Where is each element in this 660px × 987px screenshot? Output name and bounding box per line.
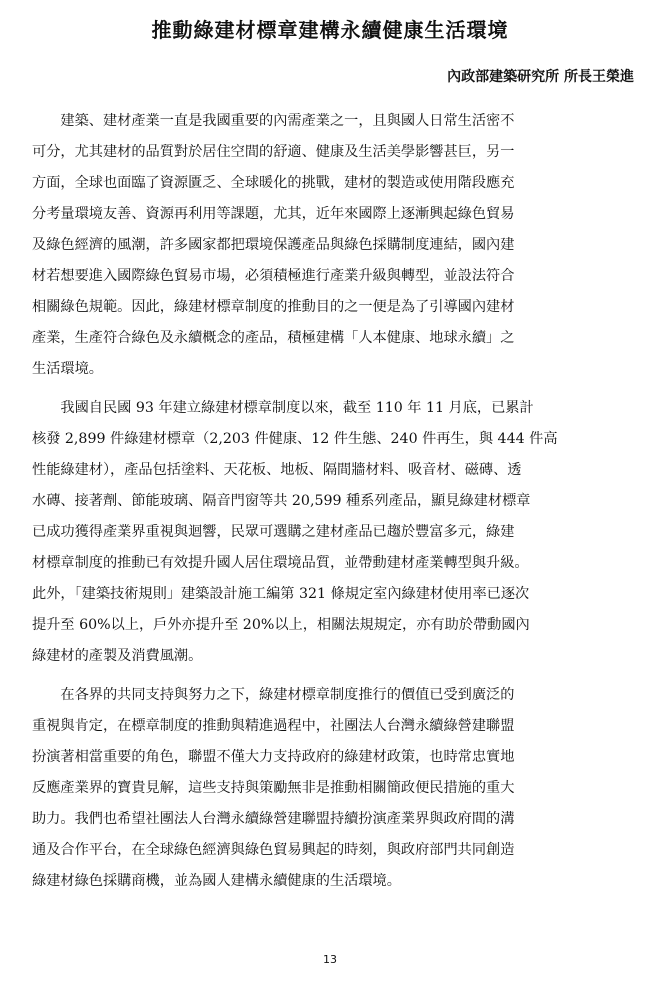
text-line: 提升至 60%以上，戶外亦提升至 20%以上，相關法規規定，亦有助於帶動國內 — [32, 617, 530, 633]
text-line: 性能綠建材），產品包括塗料、天花板、地板、隔間牆材料、吸音材、磁磚、透 — [32, 462, 522, 478]
text-line: 分考量環境友善、資源再利用等課題，尤其，近年來國際上逐漸興起綠色貿易 — [32, 206, 515, 222]
paragraph-3 — [32, 680, 636, 897]
text-line: 扮演著相當重要的角色，聯盟不僅大力支持政府的綠建材政策，也時常忠實地 — [32, 749, 515, 765]
text-line: 材若想要進入國際綠色貿易市場，必須積極進行產業升級與轉型，並設法符合 — [32, 268, 515, 284]
text-line: 我國自民國 93 年建立綠建材標章制度以來，截至 110 年 11 月底，已累計 — [32, 400, 534, 416]
text-line: 建築、建材產業一直是我國重要的內需產業之一，且與國人日常生活密不 — [32, 113, 515, 129]
text-line: 重視與肯定，在標章制度的推動與精進過程中，社團法人台灣永續綠營建聯盟 — [32, 718, 515, 734]
text-line: 反應產業界的寶貴見解，這些支持與策勵無非是推動相關簡政便民措施的重大 — [32, 780, 515, 796]
text-line: 在各界的共同支持與努力之下，綠建材標章制度推行的價值已受到廣泛的 — [32, 687, 515, 703]
text-line: 產業，生產符合綠色及永續概念的產品，積極建構「人本健康、地球永續」之 — [32, 330, 515, 346]
paragraph-2 — [32, 393, 636, 672]
text-line: 相關綠色規範。因此，綠建材標章制度的推動目的之一便是為了引導國內建材 — [32, 299, 515, 315]
text-line: 綠建材的產製及消費風潮。 — [32, 648, 203, 664]
text-line: 材標章制度的推動已有效提升國人居住環境品質，並帶動建材產業轉型與升級。 — [32, 555, 529, 571]
text-line: 可分，尤其建材的品質對於居住空間的舒適、健康及生活美學影響甚巨，另一 — [32, 144, 515, 160]
text-line: 及綠色經濟的風潮，許多國家都把環境保護產品與綠色採購制度連結，國內建 — [32, 237, 515, 253]
text-line: 生活環境。 — [32, 361, 103, 377]
text-line: 此外，「建築技術規則」建築設計施工編第 321 條規定室內綠建材使用率已逐次 — [32, 586, 530, 602]
text-line: 核發 2,899 件綠建材標章（2,203 件健康、12 件生態、240 件再生，與 444 件高 — [32, 431, 558, 447]
text-line: 通及合作平台，在全球綠色經濟與綠色貿易興起的時刻，與政府部門共同創造 — [32, 842, 515, 858]
text-line: 水磚、接著劑、節能玻璃、隔音門窗等共 20,599 種系列產品，顯見綠建材標章 — [32, 493, 531, 509]
paragraph-1 — [32, 106, 636, 385]
page-number: 13 — [323, 953, 337, 966]
text-line: 方面，全球也面臨了資源匱乏、全球暖化的挑戰，建材的製造或使用階段應充 — [32, 175, 515, 191]
text-line: 已成功獲得產業界重視與迴響，民眾可選購之建材產品已趨於豐富多元，綠建 — [32, 524, 515, 540]
body-text — [32, 106, 636, 897]
page-title: 推動綠建材標章建構永續健康生活環境 — [151, 18, 509, 42]
text-line: 綠建材綠色採購商機，並為國人建構永續健康的生活環境。 — [32, 873, 401, 889]
text-line: 助力。我們也希望社團法人台灣永續綠營建聯盟持續扮演產業界與政府間的溝 — [32, 811, 515, 827]
author-byline: 內政部建築研究所 所長王榮進 — [447, 69, 634, 85]
